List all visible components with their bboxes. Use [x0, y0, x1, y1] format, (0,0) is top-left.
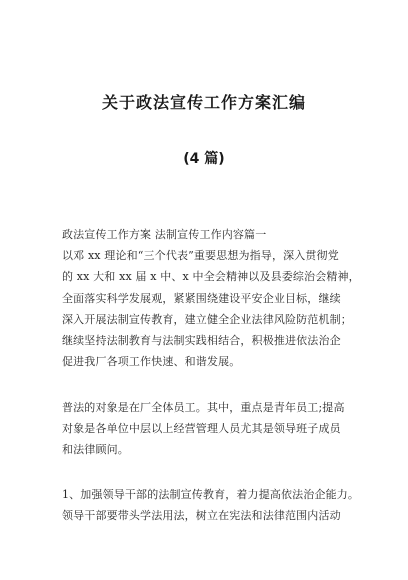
paragraph-intro	[62, 224, 362, 372]
text-line: 继续坚持法制教育与法制实践相结合，积极推进依法治企	[62, 333, 341, 347]
text-line: 全面落实科学发展观，紧紧围绕建设平安企业目标，继续	[62, 291, 341, 305]
text-line: 促进我厂各项工作快速、和谐发展。	[62, 355, 241, 369]
text-line: 和法律顾问。	[62, 443, 129, 457]
document-subtitle: (4 篇)	[183, 151, 225, 167]
document-title: 关于政法宣传工作方案汇编	[101, 93, 306, 112]
text-line: 1、加强领导干部的法制宣传教育，着力提高依法治企能力。	[62, 488, 360, 501]
text-line: 的 xx 大和 xx 届 x 中、x 中全会精神以及县委综治会精神，	[62, 270, 360, 284]
paragraph-audience	[62, 397, 362, 461]
text-line: 领导干部要带头学法用法，树立在宪法和法律范围内活动	[62, 509, 341, 523]
text-line: 政法宣传工作方案 法制宣传工作内容篇一	[62, 228, 267, 241]
text-line: 深入开展法制宣传教育，建立健全企业法律风险防范机制；	[62, 312, 352, 326]
text-line: 以邓 xx 理论和“三个代表”重要思想为指导，深入贯彻党	[62, 249, 339, 263]
text-line: 对象是各单位中层以上经营管理人员尤其是领导班子成员	[62, 422, 341, 436]
text-line: 普法的对象是在厂全体员工。其中，重点是青年员工;提高	[62, 401, 345, 414]
paragraph-measures	[62, 484, 362, 526]
